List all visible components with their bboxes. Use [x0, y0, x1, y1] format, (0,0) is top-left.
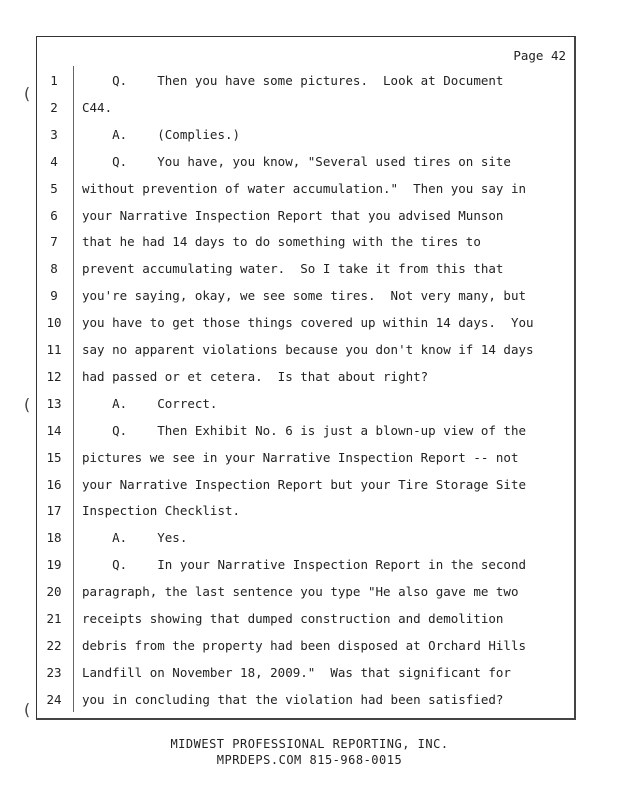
line-number: 24 [46, 691, 62, 707]
line-number: 17 [46, 503, 62, 519]
line-number: 9 [50, 288, 58, 304]
binder-hole-mark: ( [22, 700, 32, 719]
line-number: 2 [50, 99, 58, 115]
line-text: receipts showing that dumped construction and demolition [82, 611, 504, 626]
line-number: 5 [50, 180, 58, 196]
line-number: 13 [46, 395, 62, 411]
line-text: A. Correct. [82, 395, 218, 411]
reporter-company: MIDWEST PROFESSIONAL REPORTING, INC. [170, 737, 449, 751]
page-number: Page 42 [513, 48, 566, 63]
line-number: 16 [46, 476, 62, 492]
line-text: paragraph, the last sentence you type "He also gave me two [82, 584, 519, 600]
line-text: Q. Then you have some pictures. Look at Document [82, 73, 504, 88]
line-number: 20 [46, 584, 62, 600]
line-text: say no apparent violations because you don't know if 14 days [82, 342, 534, 357]
line-number: 14 [46, 422, 62, 438]
line-text: Q. Then Exhibit No. 6 is just a blown-up view of the [82, 422, 527, 438]
line-number: 23 [46, 664, 62, 680]
line-number-margin-rule [73, 66, 74, 712]
line-text: your Narrative Inspection Report that you advised Munson [82, 207, 504, 223]
line-text: you're saying, okay, we see some tires. Not very many, but [82, 288, 527, 304]
reporter-contact: MPRDEPS.COM 815-968-0015 [216, 753, 403, 767]
line-number: 6 [50, 207, 58, 223]
line-number: 7 [50, 234, 58, 250]
line-text: that he had 14 days to do something with the tires to [82, 234, 481, 250]
line-text: Q. You have, you know, "Several used tires on site [82, 153, 511, 169]
line-number: 4 [50, 153, 58, 169]
line-number: 1 [50, 73, 58, 88]
line-text: debris from the property had been disposed at Orchard Hills [82, 637, 527, 653]
line-text: A. Yes. [82, 530, 188, 546]
line-text: you in concluding that the violation had been satisfied? [82, 691, 504, 707]
line-text: had passed or et cetera. Is that about right? [82, 368, 429, 384]
line-number: 12 [46, 368, 62, 384]
line-number: 21 [46, 611, 62, 626]
line-number: 10 [46, 315, 62, 331]
line-number: 3 [50, 126, 58, 142]
binder-hole-mark: ( [22, 395, 32, 414]
line-text: prevent accumulating water. So I take it from this that [82, 261, 504, 277]
line-number: 18 [46, 530, 62, 546]
line-text: without prevention of water accumulation." Then you say in [82, 180, 527, 196]
line-number: 19 [46, 557, 62, 573]
line-number: 22 [46, 637, 62, 653]
line-text: Inspection Checklist. [82, 503, 241, 519]
binder-hole-mark: ( [22, 84, 32, 103]
line-number: 15 [46, 449, 62, 465]
line-number: 8 [50, 261, 58, 277]
line-text: your Narrative Inspection Report but your Tire Storage Site [82, 476, 527, 492]
line-text: Landfill on November 18, 2009." Was that significant for [82, 664, 511, 680]
line-number: 11 [46, 342, 62, 357]
line-text: C44. [82, 99, 113, 115]
line-text: pictures we see in your Narrative Inspection Report -- not [82, 449, 519, 465]
line-text: Q. In your Narrative Inspection Report in the second [82, 557, 527, 573]
line-text: A. (Complies.) [82, 126, 241, 142]
line-text: you have to get those things covered up within 14 days. You [82, 315, 534, 331]
